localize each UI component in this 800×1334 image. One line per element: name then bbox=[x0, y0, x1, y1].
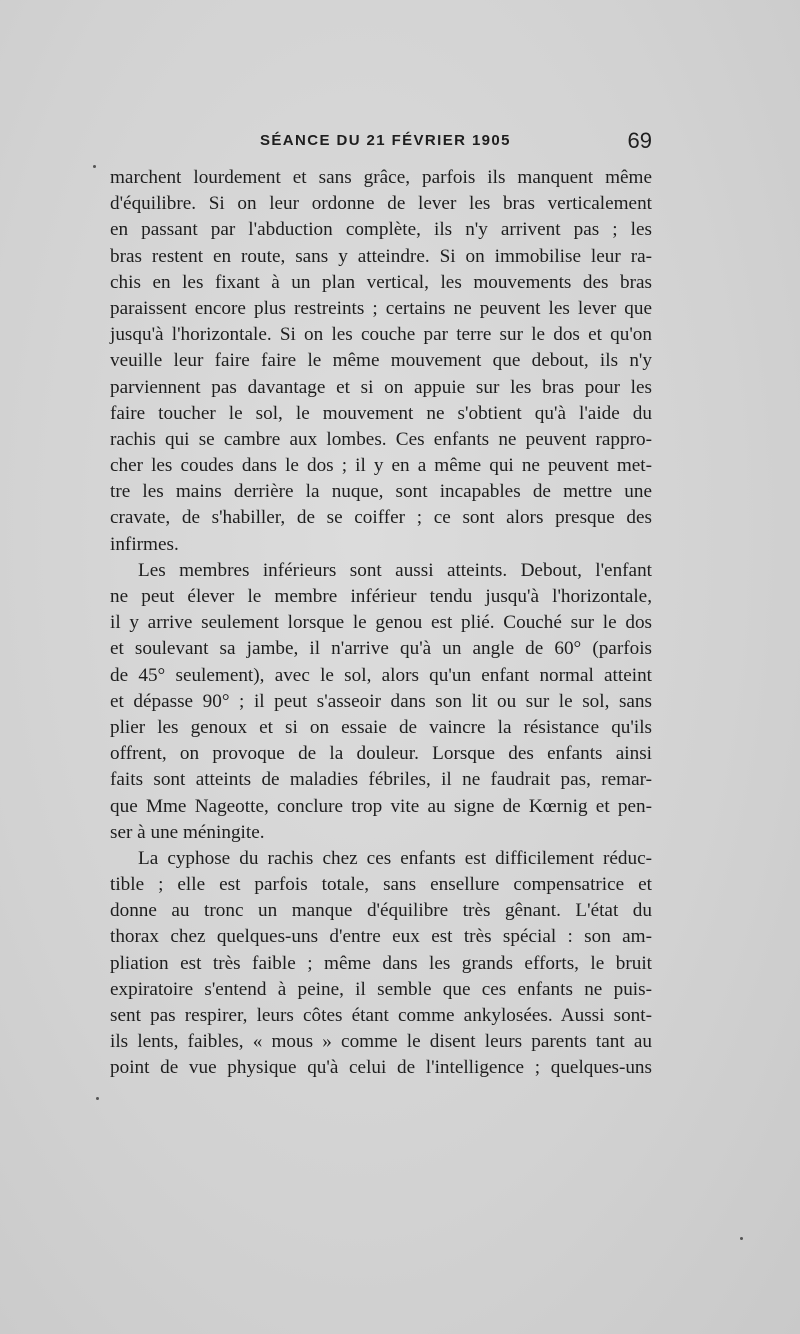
text-line: et soulevant sa jambe, il n'arrive qu'à un angle de 60° (parfois bbox=[110, 638, 652, 660]
text-line: d'équilibre. Si on leur ordonne de lever les bras verticalement bbox=[110, 193, 652, 215]
text-line: thorax chez quelques-uns d'entre eux est très spécial : son am- bbox=[110, 926, 652, 948]
page-number: 69 bbox=[627, 128, 652, 153]
text-line: cher les coudes dans le dos ; il y en a même qui ne peuvent met- bbox=[110, 455, 652, 477]
text-line: infirmes. bbox=[110, 533, 179, 555]
text-line: il y arrive seulement lorsque le genou est plié. Couché sur le dos bbox=[110, 612, 652, 634]
text-line: ser à une méningite. bbox=[110, 821, 265, 843]
running-head: SÉANCE DU 21 FÉVRIER 1905 bbox=[260, 132, 511, 149]
text-line: marchent lourdement et sans grâce, parfois ils manquent même bbox=[110, 167, 652, 188]
text-line: ils lents, faibles, « mous » comme le disent leurs parents tant au bbox=[110, 1031, 652, 1053]
text-line: et dépasse 90° ; il peut s'asseoir dans son lit ou sur le sol, sans bbox=[110, 690, 652, 712]
text-line: pliation est très faible ; même dans les grands efforts, le bruit bbox=[110, 952, 652, 974]
paper-speck bbox=[740, 1237, 743, 1240]
text-line: bras restent en route, sans y atteindre. Si on immobilise leur ra- bbox=[110, 245, 652, 267]
text-line: sent pas respirer, leurs côtes étant comme ankylosées. Aussi sont- bbox=[110, 1005, 652, 1026]
text-line: rachis qui se cambre aux lombes. Ces enfants ne peuvent rappro- bbox=[110, 428, 652, 450]
text-line: cravate, de s'habiller, de se coiffer ; ce sont alors presque des bbox=[110, 507, 652, 529]
text-line: parviennent pas davantage et si on appuie sur les bras pour les bbox=[110, 376, 652, 398]
text-line: point de vue physique qu'à celui de l'intelligence ; quelques-uns bbox=[110, 1057, 652, 1079]
text-line: chis en les fixant à un plan vertical, les mouvements des bras bbox=[110, 271, 652, 293]
text-line: expiratoire s'entend à peine, il semble que ces enfants ne puis- bbox=[110, 978, 652, 1000]
text-line: faire toucher le sol, le mouvement ne s'obtient qu'à l'aide du bbox=[110, 402, 652, 424]
page-header bbox=[110, 128, 652, 162]
text-line: tible ; elle est parfois totale, sans ensellure compensatrice et bbox=[110, 874, 652, 896]
text-line: jusqu'à l'horizontale. Si on les couche par terre sur le dos et qu'on bbox=[110, 324, 652, 346]
text-line: ne peut élever le membre inférieur tendu jusqu'à l'horizontale, bbox=[110, 586, 652, 607]
text-line: que Mme Nageotte, conclure trop vite au signe de Kœrnig et pen- bbox=[110, 795, 652, 817]
text-line: veuille leur faire faire le même mouvement que debout, ils n'y bbox=[110, 350, 652, 372]
text-line: offrent, on provoque de la douleur. Lorsque des enfants ainsi bbox=[110, 743, 652, 765]
text-line: en passant par l'abduction complète, ils n'y arrivent pas ; les bbox=[110, 219, 652, 241]
text-line: de 45° seulement), avec le sol, alors qu'un enfant normal atteint bbox=[110, 664, 652, 686]
paper-speck bbox=[96, 1097, 99, 1100]
text-line: La cyphose du rachis chez ces enfants est difficilement réduc- bbox=[138, 847, 652, 869]
paper-speck bbox=[93, 165, 96, 168]
text-line: tre les mains derrière la nuque, sont incapables de mettre une bbox=[110, 481, 652, 503]
text-line: donne au tronc un manque d'équilibre très gênant. L'état du bbox=[110, 900, 652, 922]
text-line: paraissent encore plus restreints ; certains ne peuvent les lever que bbox=[110, 297, 652, 319]
text-line: Les membres inférieurs sont aussi atteints. Debout, l'enfant bbox=[138, 559, 652, 581]
body-text bbox=[110, 165, 652, 1082]
text-line: faits sont atteints de maladies fébriles, il ne faudrait pas, remar- bbox=[110, 769, 652, 791]
text-line: plier les genoux et si on essaie de vaincre la résistance qu'ils bbox=[110, 716, 652, 738]
